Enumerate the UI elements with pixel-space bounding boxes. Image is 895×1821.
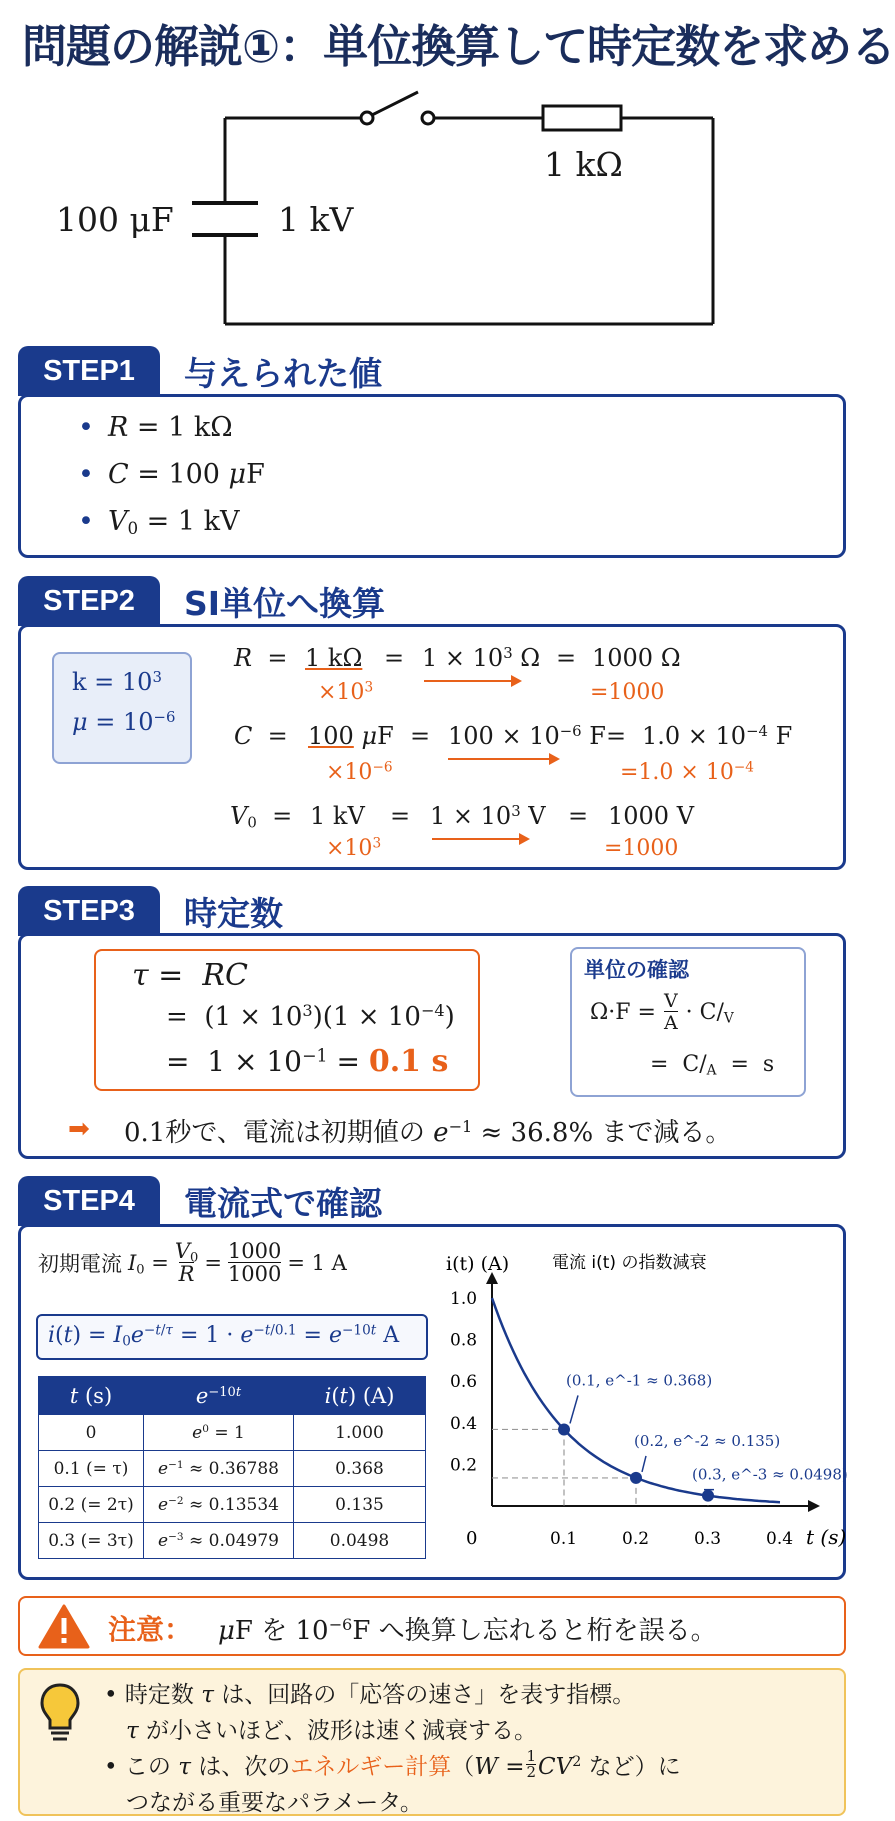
conv-c-note: $=1.0 \times 10^{-4}$ (620, 759, 754, 785)
table-cell-i: 1.000 (294, 1415, 426, 1451)
step4-title: 電流式で確認 (184, 1183, 382, 1223)
y-axis-label: i(t) (A) (446, 1253, 510, 1275)
data-point (630, 1472, 642, 1484)
point-label: (0.3, e^-3 ≈ 0.0498) (692, 1465, 848, 1484)
step3-badge: STEP3 (18, 886, 160, 936)
table-header-exp: $e^{-10t}$ (144, 1377, 294, 1415)
conv-r-orig: 1 kΩ (305, 644, 363, 672)
initial-current: 初期電流 $I_0$ = $\frac{V_0}{R}$ = $\frac{1000}{1000}$ = 1 A (38, 1239, 347, 1287)
step1-item-r: • R = 1 kΩ (78, 412, 233, 443)
conv-v-lhs: $V_0$ = (230, 802, 293, 832)
conv-r-lhs: R = (234, 644, 288, 672)
conv-r-result: 1000 Ω (592, 644, 681, 672)
voltage-label: 1 kV (278, 200, 354, 239)
unit-line1: Ω·F = $\frac{V}{A}$ · $C/_V$ (590, 990, 734, 1034)
data-point (702, 1490, 714, 1502)
table-row (39, 1451, 426, 1487)
y-tick-label: 0.2 (450, 1455, 478, 1476)
conv-v-orig: 1 kV (310, 802, 365, 830)
table-cell-t: 0.2 (= 2τ) (39, 1487, 144, 1523)
x-axis-label: t (s) (806, 1525, 847, 1549)
step4-badge: STEP4 (18, 1176, 160, 1226)
switch-contact-right (422, 112, 434, 124)
data-point (558, 1423, 570, 1435)
table-header-i: i(t) (A) (294, 1377, 426, 1415)
page-title: 問題の解説①：単位換算して時定数を求める (22, 20, 895, 73)
table-cell-i: 0.135 (294, 1487, 426, 1523)
y-tick-label: 0.6 (450, 1372, 478, 1393)
step3-header (18, 886, 283, 936)
step2-header (18, 576, 385, 626)
conv-r-mid: $1 \times 10^3$ Ω (422, 643, 541, 672)
conv-c-result: $1.0 \times 10^{-4}$ F (642, 721, 793, 750)
point-pointer (642, 1456, 646, 1472)
unit-line2: = $C/_A = s$ (650, 1052, 775, 1079)
tip-line4: つながる重要なパラメータ。 (126, 1790, 423, 1816)
conv-v-factor: $\times 10^3$ (326, 835, 382, 861)
current-formula: $i(t) = I_0e^{-t/\tau} = 1 \cdot e^{-t/0.1} = e^{-10t}$ A (36, 1314, 428, 1360)
y-tick-label: 0.4 (450, 1413, 478, 1434)
table-header-row (39, 1377, 426, 1415)
values-table (38, 1376, 426, 1559)
tip-line2: τ が小さいほど、波形は速く減衰する。 (126, 1718, 538, 1744)
step1-header (18, 346, 382, 396)
tau-eq3: = $1 \times 10^{-1} = 0.1$ s (166, 1044, 449, 1079)
point-pointer (570, 1395, 578, 1423)
decay-chart (440, 1236, 848, 1572)
initial-current-label: 初期電流 (38, 1251, 122, 1276)
unit-check-title: 単位の確認 (584, 958, 689, 982)
conv-c-orig: 100 μF (308, 722, 394, 750)
step1-title: 与えられた値 (184, 353, 382, 393)
conv-v-result: 1000 V (608, 802, 695, 830)
point-label: (0.1, e^-1 ≈ 0.368) (566, 1371, 713, 1390)
prefix-mu: $\mu = 10^{-6}$ (72, 707, 176, 736)
warning-text: μF を $10^{-6}F$ へ換算し忘れると桁を誤る。 (218, 1615, 717, 1646)
conv-v-note: =1000 (604, 836, 679, 861)
conv-r-eq1: = (384, 644, 405, 672)
tau-result: 0.1 s (368, 1044, 449, 1079)
table-row (39, 1415, 426, 1451)
table-cell-exp: $e^{-1} \approx 0.36788$ (144, 1451, 294, 1487)
table-header-t: t (s) (39, 1377, 144, 1415)
x-tick-label: 0.4 (766, 1529, 794, 1549)
tip-line3: • この τ は、次の エネルギー計算 （W = $\frac{1}{2}$ $CV^2$ など）に (104, 1747, 681, 1781)
conv-v-eq1: = (390, 802, 411, 830)
capacitor-label: 100 μF (56, 200, 174, 239)
table-cell-exp: $e^{-3} \approx 0.04979$ (144, 1523, 294, 1559)
conv-v-arrow (432, 838, 528, 840)
step1-item-v0: • $V_0 = 1$ kV (78, 506, 240, 537)
switch-lever (372, 92, 418, 115)
y-tick-label: 0.8 (450, 1330, 478, 1351)
step1-item-c: • C = 100 μF (78, 459, 265, 490)
conv-c-eq2: = (606, 722, 627, 750)
step2-badge: STEP2 (18, 576, 160, 626)
step2-title: SI単位へ換算 (184, 583, 386, 623)
table-row (39, 1487, 426, 1523)
step3-conclusion: 0.1秒で、電流は初期値の $e^{-1} \approx 36.8\%$ まで減る。 (124, 1117, 732, 1148)
conclusion-arrow-icon: ➡ (68, 1114, 90, 1144)
warning-label: 注意： (108, 1613, 193, 1646)
x-tick-label: 0.1 (550, 1529, 578, 1549)
switch-contact-left (361, 112, 373, 124)
table-cell-i: 0.0498 (294, 1523, 426, 1559)
tau-eq1: τ = RC (132, 958, 248, 993)
conv-r-factor: $\times 10^3$ (318, 679, 374, 705)
conv-c-factor: $\times 10^{-6}$ (326, 759, 393, 785)
step1-badge: STEP1 (18, 346, 160, 396)
table-cell-t: 0.1 (= τ) (39, 1451, 144, 1487)
conv-r-eq2: = (556, 644, 577, 672)
step4-header (18, 1176, 382, 1226)
prefix-box (52, 652, 192, 764)
table-cell-i: 0.368 (294, 1451, 426, 1487)
prefix-k: $k = 10^3$ (72, 667, 162, 696)
conv-c-eq1: = (410, 722, 431, 750)
tip-highlight: エネルギー計算 (290, 1754, 452, 1780)
table-row (39, 1523, 426, 1559)
tau-eq2: = $(1 \times 10^3)(1 \times 10^{-4})$ (166, 1001, 455, 1032)
conv-c-mid: $100 \times 10^{-6}$ F (448, 721, 606, 750)
x-tick-label: 0.2 (622, 1529, 650, 1549)
resistor-symbol (543, 106, 621, 130)
step3-title: 時定数 (184, 893, 283, 933)
resistor-label: 1 kΩ (544, 145, 623, 184)
chart-title: 電流 i(t) の指数減衰 (552, 1253, 707, 1273)
y-tick-label: 1.0 (450, 1289, 478, 1309)
conv-v-mid: $1 \times 10^3$ V (430, 801, 546, 830)
x-tick-label: 0.3 (694, 1529, 722, 1549)
conv-c-lhs: C = (234, 722, 288, 750)
conv-v-eq2: = (568, 802, 589, 830)
table-cell-exp: $e^{-2} \approx 0.13534$ (144, 1487, 294, 1523)
conv-r-note: =1000 (590, 680, 665, 705)
table-cell-t: 0.3 (= 3τ) (39, 1523, 144, 1559)
x-axis-arrow-icon (808, 1500, 820, 1512)
origin-label: 0 (466, 1528, 478, 1549)
lightbulb-icon (38, 1682, 82, 1744)
table-cell-exp: $e^0 = 1$ (144, 1415, 294, 1451)
point-label: (0.2, e^-2 ≈ 0.135) (634, 1431, 781, 1450)
table-cell-t: 0 (39, 1415, 144, 1451)
warning-icon (38, 1603, 90, 1649)
conv-r-arrow (424, 680, 520, 682)
conv-c-arrow (448, 758, 558, 760)
tip-line1: • 時定数 τ は、回路の「応答の速さ」を表す指標。 (104, 1682, 636, 1708)
